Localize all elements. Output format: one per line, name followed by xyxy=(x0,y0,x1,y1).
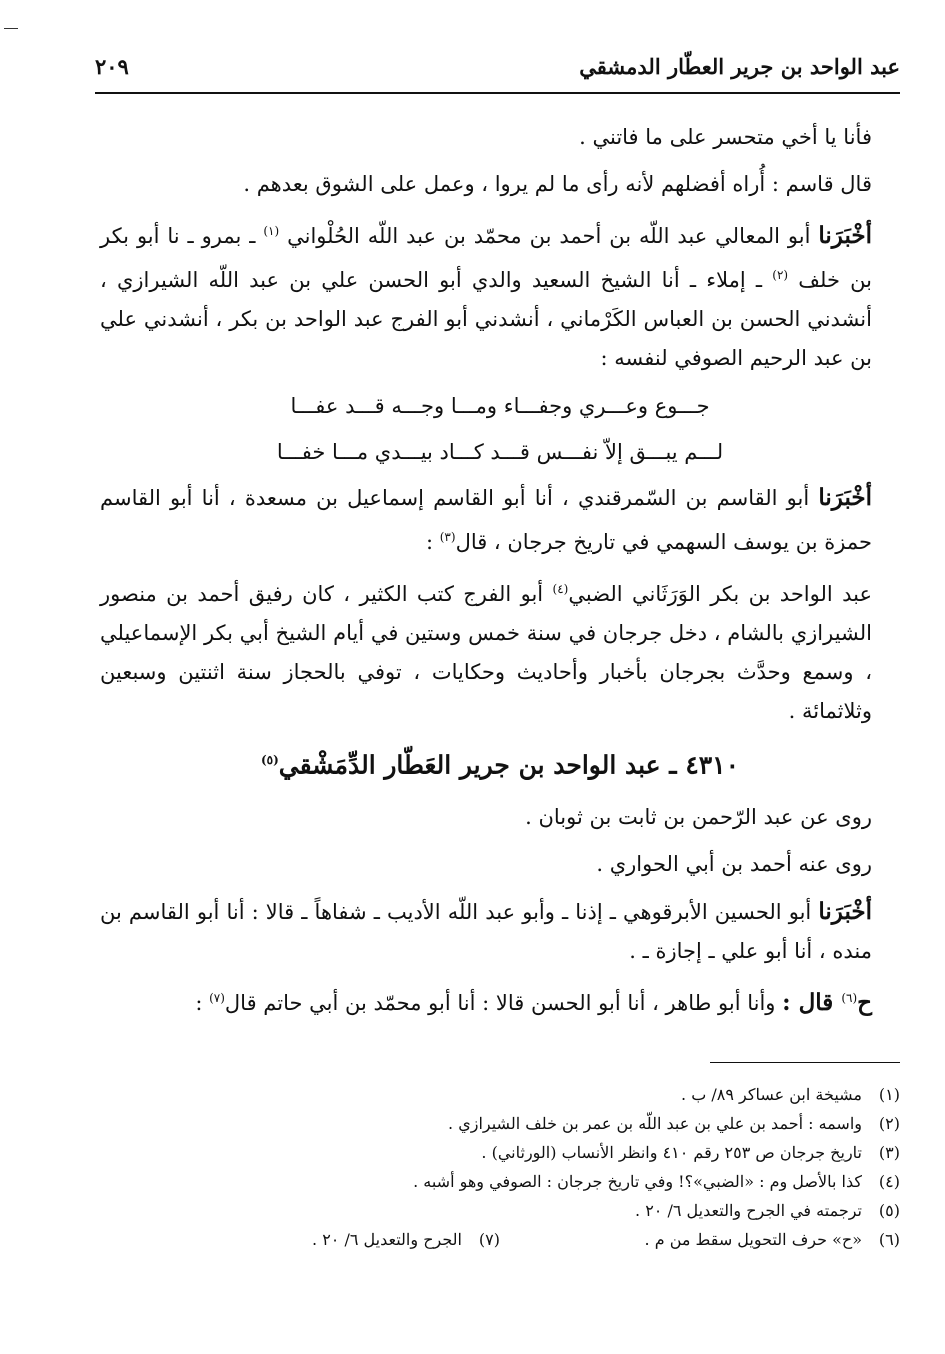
paragraph-9 xyxy=(100,979,900,1023)
footnote-text: «ح» حرف التحويل سقط من م . xyxy=(644,1230,862,1249)
verse-line-1: جـــوع وعـــري وجفـــاء ومـــا وجـــه قـــد عفـــا xyxy=(290,394,710,418)
footnote-7 xyxy=(100,1225,500,1254)
text-span: أبو القاسم بن السّمرقندي ، أنا أبو القاسم إسماعيل بن مسعدة ، أنا أبو القاسم حمزة بن يوسف السهمي في تاريخ جرجان ، قال xyxy=(100,486,872,554)
text-span: وأنا أبو طاهر ، أنا أبو الحسن قالا : أنا أبو محمّد بن أبي حاتم قال xyxy=(224,991,783,1016)
entry-heading xyxy=(100,741,900,784)
qala-keyword: قال : xyxy=(782,989,842,1017)
isnad-keyword: أخْبَرَنا xyxy=(818,222,872,249)
footnote-text: مشيخة ابن عساكر ٨٩/ ب . xyxy=(681,1085,862,1104)
footnote-2 xyxy=(100,1109,900,1138)
paragraph-6: روى عن عبد الرّحمن بن ثابت بن ثوبان . xyxy=(525,805,872,830)
text-span: أبو المعالي عبد اللّه بن أحمد بن محمّد بن عبد اللّه الحُلْواني xyxy=(279,224,819,248)
text-span: ـ إملاء ـ أنا الشيخ السعيد والدي أبو الحسن علي بن عبد اللّه الشيرازي ، أنشدني الحسن بن العباس الكَرْماني ، أنشدني أبو الفرج عبد الواحد بن بكر ، أنشدني علي بن عبد الرحيم الصوفي لنفسه : xyxy=(100,268,872,370)
text-span: ـ بمرو ـ نا أبو بكر بن خلف xyxy=(100,224,872,292)
footnote-5 xyxy=(100,1196,900,1225)
scan-mark xyxy=(4,28,18,29)
footnote-number: (١) xyxy=(878,1085,900,1104)
footnote-text: ترجمته في الجرح والتعديل ٦/ ٢٠ . xyxy=(635,1201,862,1220)
footnote-number: (٥) xyxy=(878,1201,900,1220)
footnote-ref-1: (١) xyxy=(263,224,280,238)
main-text xyxy=(100,118,900,1031)
entry-title: ٤٣١٠ ـ عبد الواحد بن جرير العَطّار الدِّمَشْقي xyxy=(278,750,740,780)
running-title: عبد الواحد بن جرير العطّار الدمشقي xyxy=(579,54,900,79)
footnote-divider xyxy=(710,1062,900,1063)
isnad-keyword: أخْبَرَنا xyxy=(818,484,872,511)
paragraph-5 xyxy=(100,570,900,731)
footnote-text: تاريخ جرجان ص ٢٥٣ رقم ٤١٠ وانظر الأنساب (الورثاني) . xyxy=(481,1143,862,1162)
text-span: : xyxy=(425,530,440,554)
isnad-keyword: أخْبَرَنا xyxy=(818,898,872,926)
footnote-number: (٢) xyxy=(878,1114,900,1133)
paragraph-3 xyxy=(100,212,900,378)
text-span: أبو الحسين الأبرقوهي ـ إذنا ـ وأبو عبد اللّه الأديب ـ شفاهاً ـ قالا : أنا أبو القاسم بن منده ، أنا أبو علي ـ إجازة ـ . xyxy=(100,900,872,964)
footnote-text: واسمه : أحمد بن علي بن عبد اللّه بن عمر بن خلف الشيرازي . xyxy=(448,1114,862,1133)
paragraph-1: فأنا يا أخي متحسر على ما فاتني . xyxy=(579,125,872,149)
footnote-3 xyxy=(100,1138,900,1167)
footnote-text: الجرح والتعديل ٦/ ٢٠ . xyxy=(312,1230,462,1249)
text-span: أبو الفرج كتب الكثير ، كان رفيق أحمد بن منصور الشيرازي بالشام ، دخل جرجان في سنة خمس وستين في أيام الشيخ أبي بكر الإسماعيلي ، وسمع وحدَّث بجرجان بأخبار وأحاديث وحكايات ، توفي بالحجاز سنة اثنتين وسبعين وثلاثمائة . xyxy=(100,582,872,723)
footnote-number: (٤) xyxy=(878,1172,900,1191)
paragraph-4 xyxy=(100,478,900,562)
footnote-ref-6: (٦) xyxy=(841,991,858,1006)
paragraph-2: قال قاسم : أُراه أفضلهم لأنه رأى ما لم يروا ، وعمل على الشوق بعدهم . xyxy=(243,172,872,196)
footnote-ref-2: (٢) xyxy=(772,268,789,282)
paragraph-7: روى عنه أحمد بن أبي الحواري . xyxy=(596,852,872,877)
footnote-number: (٣) xyxy=(878,1143,900,1162)
footnote-ref-4: (٤) xyxy=(552,582,569,596)
footnote-ref-3: (٣) xyxy=(439,530,456,544)
footnote-6 xyxy=(500,1225,900,1254)
footnote-1 xyxy=(100,1080,900,1109)
footnote-ref-7: (٧) xyxy=(209,991,225,1006)
footnotes xyxy=(100,1080,900,1254)
footnote-row xyxy=(100,1225,900,1254)
page-header xyxy=(95,50,900,94)
tahwil-letter: ح xyxy=(857,989,872,1017)
footnote-ref-5: (٥) xyxy=(260,753,279,767)
footnote-number: (٧) xyxy=(478,1230,500,1249)
footnote-text: كذا بالأصل وم : «الضبي»؟! وفي تاريخ جرجان : الصوفي وهو أشبه . xyxy=(413,1172,862,1191)
footnote-4 xyxy=(100,1167,900,1196)
text-span: عبد الواحد بن بكر الوَرَثَاني الضبي xyxy=(568,582,872,606)
paragraph-8 xyxy=(100,892,900,971)
footnote-number: (٦) xyxy=(878,1230,900,1249)
text-span: : xyxy=(195,991,210,1016)
verse-line-2: لـــم يبـــق إلاّ نفـــس قـــد كـــاد بيـــدي مـــا خفـــا xyxy=(276,440,724,464)
page-number: ٢٠٩ xyxy=(95,54,129,79)
